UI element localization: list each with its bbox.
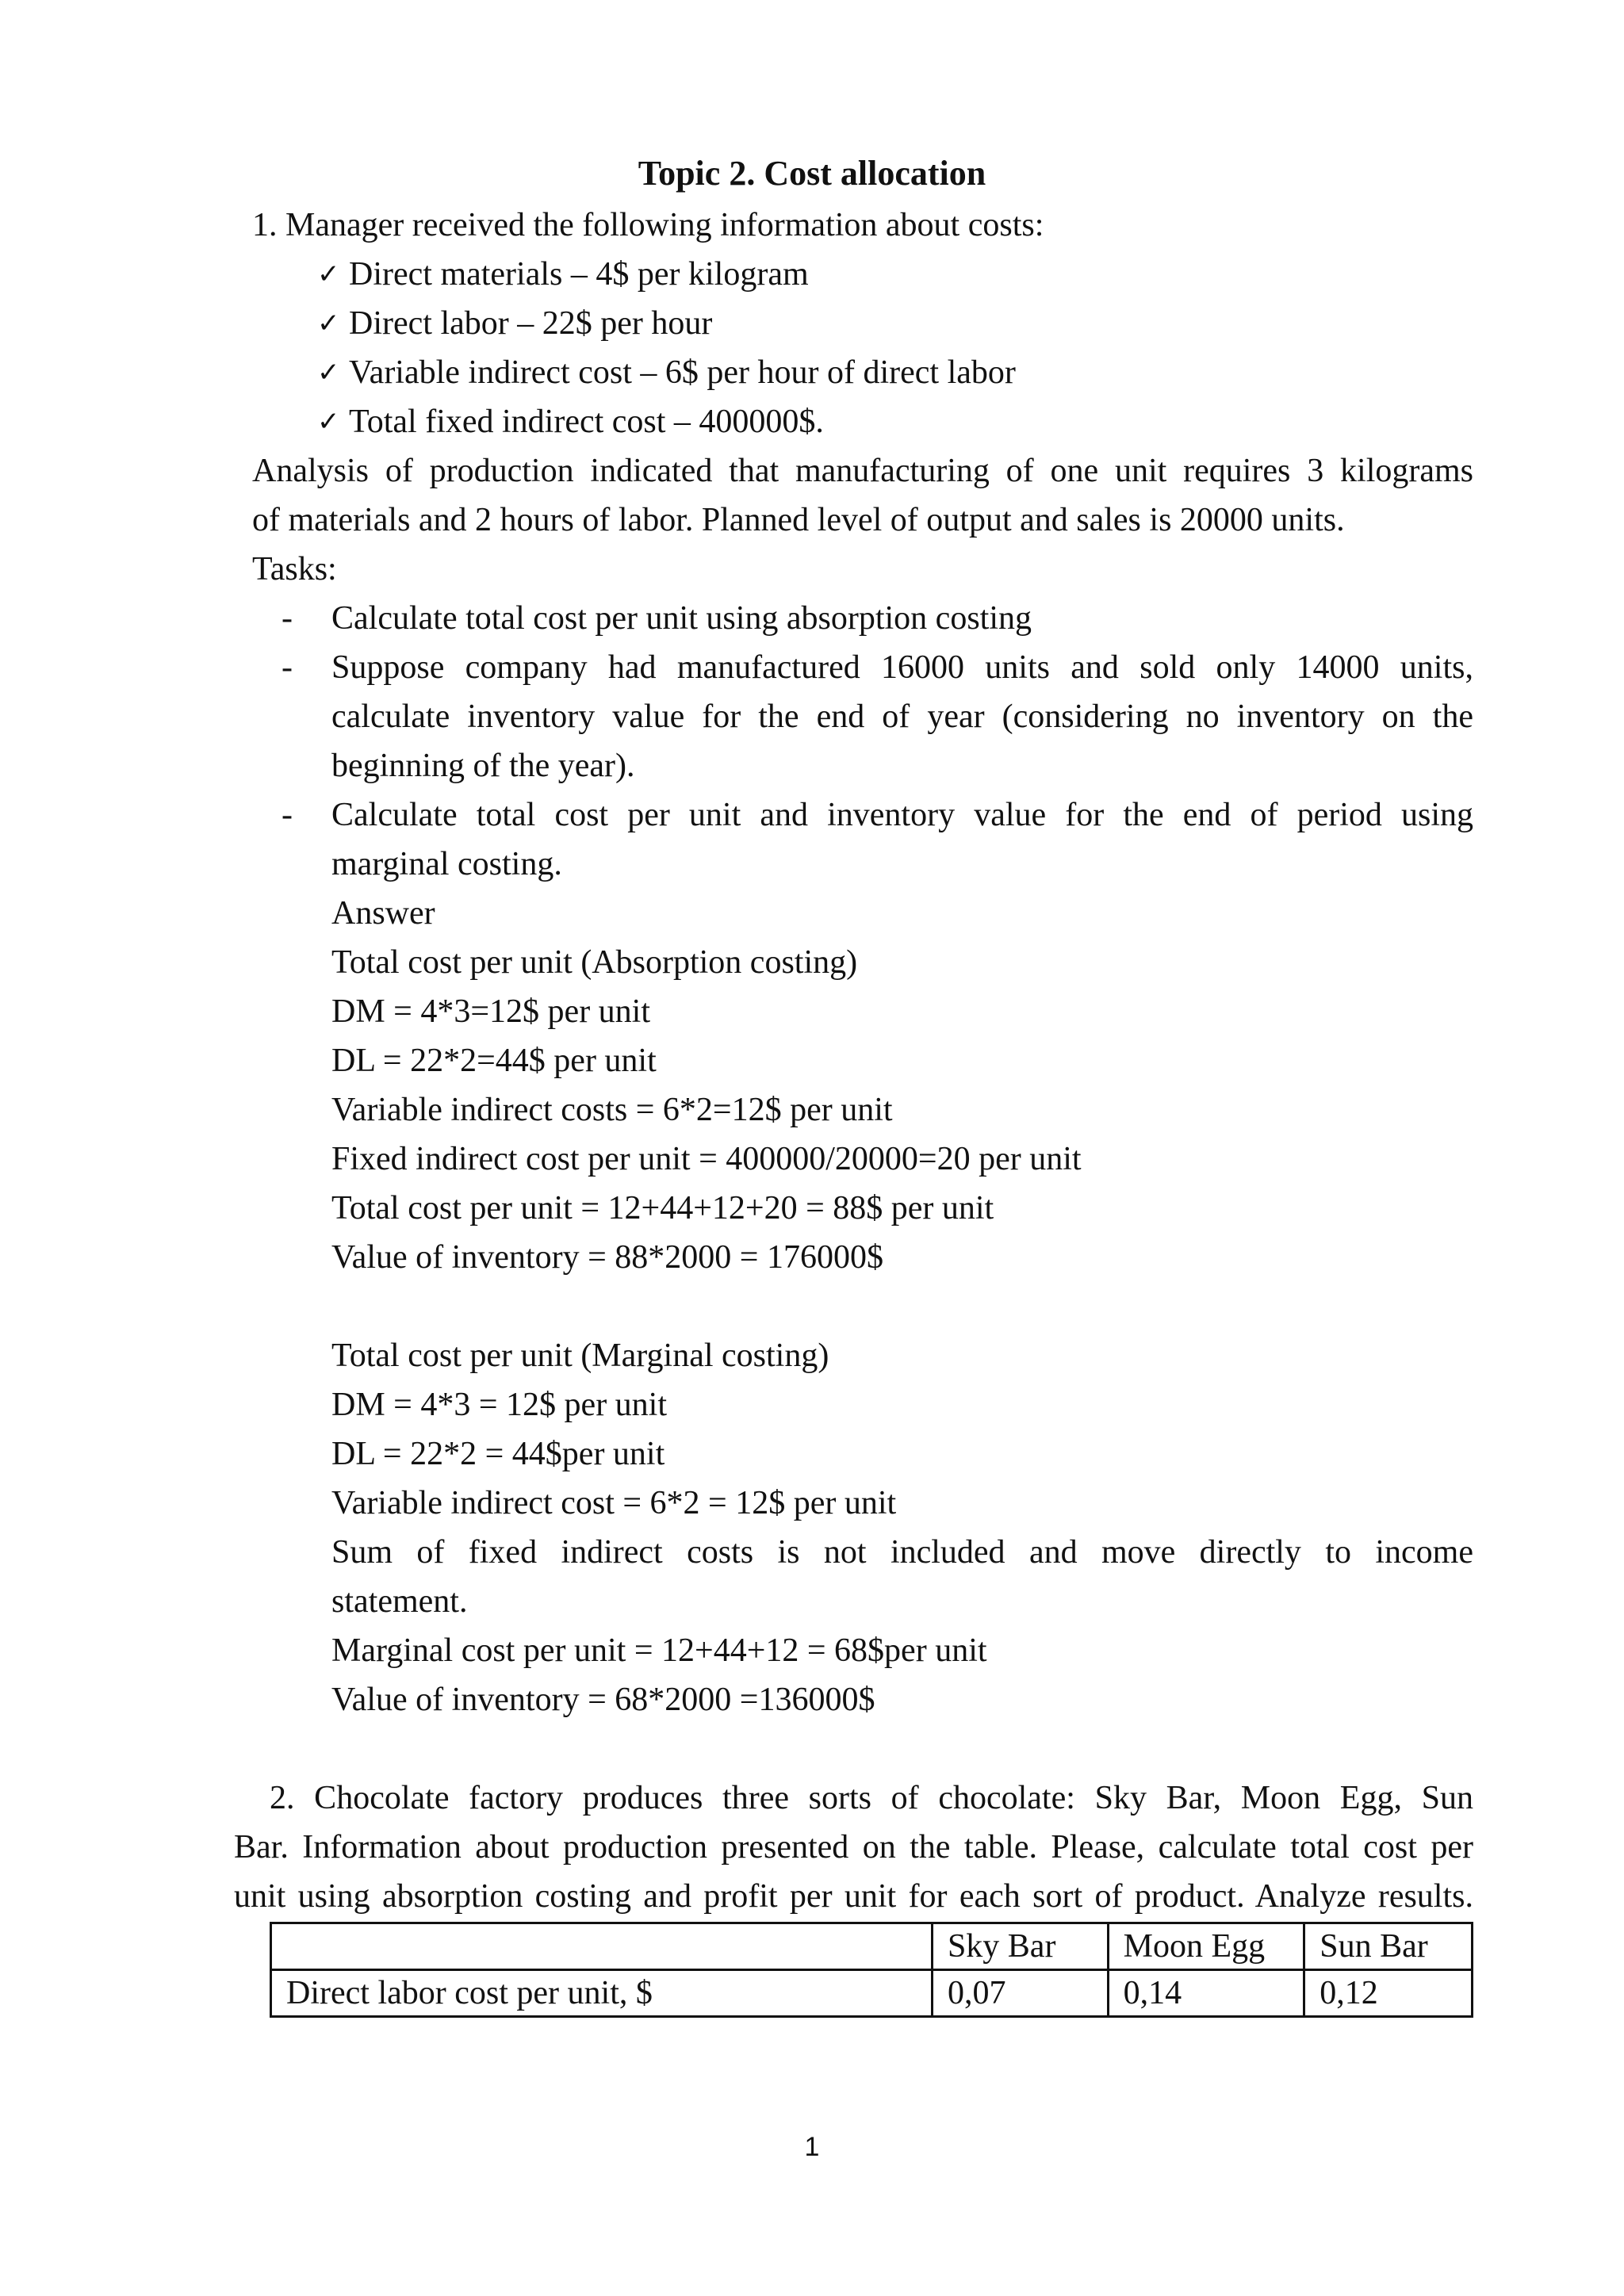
q2-line: 2. Chocolate factory produces three sorts of chocolate: Sky Bar, Moon Egg, Sun: [270, 1780, 1473, 1816]
bullet-item: Total fixed indirect cost – 400000$.: [349, 404, 824, 440]
table-cell: 0,07: [932, 1970, 1108, 2017]
answer-line: statement.: [331, 1583, 468, 1620]
answer-line: DL = 22*2 = 44$per unit: [331, 1436, 665, 1472]
q1-intro: 1. Manager received the following information about costs:: [252, 207, 1044, 243]
q2-line: unit using absorption costing and profit per unit for each sort of product. Analyze results.: [234, 1878, 1473, 1915]
page-title: Topic 2. Cost allocation: [638, 154, 986, 193]
bullet-item: Direct labor – 22$ per hour: [349, 305, 713, 342]
table-header-cell: Moon Egg: [1108, 1923, 1304, 1970]
table-cell: 0,12: [1304, 1970, 1473, 2017]
analysis-line: of materials and 2 hours of labor. Planned level of output and sales is 20000 units.: [252, 502, 1345, 538]
answer-line: Total cost per unit (Absorption costing): [331, 944, 858, 981]
answer-line: Total cost per unit = 12+44+12+20 = 88$ per unit: [331, 1190, 994, 1226]
dash-bullet: -: [282, 600, 293, 637]
answer-line: Marginal cost per unit = 12+44+12 = 68$per unit: [331, 1632, 987, 1669]
production-table: [270, 1922, 1473, 2018]
dash-bullet: -: [282, 649, 293, 686]
answer-line: DM = 4*3=12$ per unit: [331, 993, 651, 1030]
answer-line: Value of inventory = 88*2000 = 176000$: [331, 1239, 883, 1276]
analysis-line: Analysis of production indicated that manufacturing of one unit requires 3 kilograms: [252, 453, 1473, 489]
bullet-item: Variable indirect cost – 6$ per hour of direct labor: [349, 354, 1016, 391]
dash-bullet: -: [282, 797, 293, 833]
answer-line: Fixed indirect cost per unit = 400000/20000=20 per unit: [331, 1141, 1082, 1177]
checkmark-icon: ✓: [317, 357, 340, 388]
checkmark-icon: ✓: [317, 258, 340, 290]
table-cell: Direct labor cost per unit, $: [271, 1970, 933, 2017]
checkmark-icon: ✓: [317, 308, 340, 339]
checkmark-icon: ✓: [317, 406, 340, 438]
task-item: Suppose company had manufactured 16000 units and sold only 14000 units,: [331, 649, 1473, 686]
answer-label: Answer: [331, 895, 435, 932]
page-number: 1: [804, 2132, 820, 2162]
table-header-row: [271, 1923, 1473, 1970]
q2-line: Bar. Information about production presented on the table. Please, calculate total cost per: [234, 1829, 1473, 1866]
answer-line: Total cost per unit (Marginal costing): [331, 1337, 829, 1374]
answer-line: Variable indirect costs = 6*2=12$ per unit: [331, 1092, 893, 1128]
task-item: Calculate total cost per unit using absorption costing: [331, 600, 1032, 637]
answer-line: DM = 4*3 = 12$ per unit: [331, 1387, 668, 1423]
tasks-label: Tasks:: [252, 551, 337, 587]
answer-line: Variable indirect cost = 6*2 = 12$ per unit: [331, 1485, 897, 1521]
table-row: [271, 1970, 1473, 2017]
task-item: Calculate total cost per unit and inventory value for the end of period using: [331, 797, 1473, 833]
table-header-cell: Sun Bar: [1304, 1923, 1473, 1970]
answer-line: DL = 22*2=44$ per unit: [331, 1043, 657, 1079]
table-header-cell: Sky Bar: [932, 1923, 1108, 1970]
table-header-cell: [271, 1923, 933, 1970]
task-item-line: calculate inventory value for the end of year (considering no inventory on the: [331, 698, 1473, 735]
bullet-item: Direct materials – 4$ per kilogram: [349, 256, 809, 293]
answer-line: Sum of fixed indirect costs is not included and move directly to income: [331, 1534, 1473, 1571]
table-cell: 0,14: [1108, 1970, 1304, 2017]
task-item-line: marginal costing.: [331, 846, 562, 882]
answer-line: Value of inventory = 68*2000 =136000$: [331, 1682, 875, 1718]
task-item-line: beginning of the year).: [331, 748, 635, 784]
